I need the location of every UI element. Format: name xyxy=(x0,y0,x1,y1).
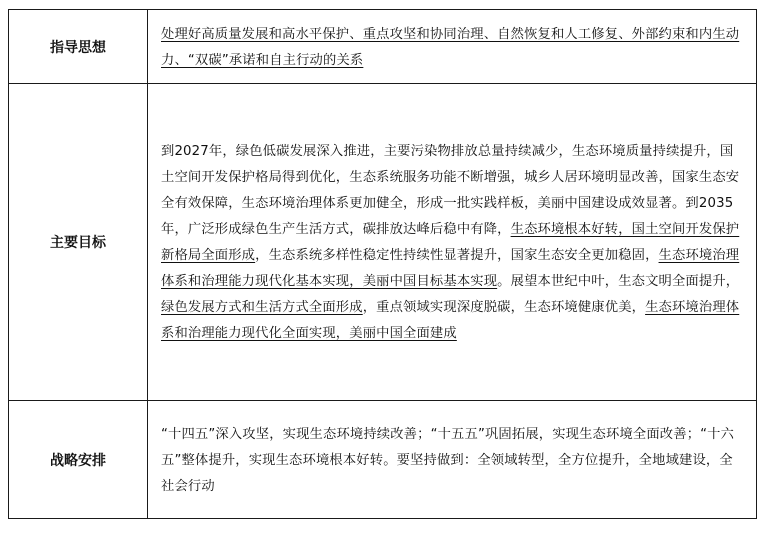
table-row xyxy=(9,401,757,519)
policy-table xyxy=(8,9,757,519)
text-segment: 到2027年，绿色低碳发展深入推进，主要污染物排放总量持续减少，生态环境质量持续提升，国土空间开发保护格局得到优化，生态系统服务功能不断增强，城乡人居环境明显改善，国家生态安全有效保障，生态环境治理体系更加健全，形成一批实践样板，美丽中国建设成效显著。到2035年，广泛形成绿色生产生活方式，碳排放达峰后稳中有降， xyxy=(161,144,740,237)
row-content xyxy=(148,84,757,401)
text-segment: 。展望本世纪中叶，生态文明全面提升， xyxy=(497,274,740,289)
text-segment: ，重点领域实现深度脱碳，生态环境健康优美， xyxy=(362,300,646,315)
row-label: 战略安排 xyxy=(9,401,148,519)
text-segment: 生态环境治理体系和治理能力现代化基本实现，美丽中国目标基本实现 xyxy=(161,248,740,289)
text-segment: ，生态系统多样性稳定性持续性显著提升，国家生态安全更加稳固， xyxy=(255,248,659,263)
table-row xyxy=(9,10,757,84)
row-content xyxy=(148,10,757,84)
row-content xyxy=(148,401,757,519)
row-label: 指导思想 xyxy=(9,10,148,84)
text-segment: 绿色发展方式和生活方式全面形成 xyxy=(161,300,363,315)
text-segment: 生态环境根本好转，国土空间开发保护新格局全面形成 xyxy=(161,222,740,263)
text-segment: 处理好高质量发展和高水平保护、重点攻坚和协同治理、自然恢复和人工修复、外部约束和内生动力、“双碳”承诺和自主行动的关系 xyxy=(161,26,740,68)
text-segment: 生态环境治理体系和治理能力现代化全面实现，美丽中国全面建成 xyxy=(161,300,740,341)
text-segment: “十四五”深入攻坚，实现生态环境持续改善；“十五五”巩固拓展，实现生态环境全面改善；“十六五”整体提升，实现生态环境根本好转。要坚持做到：全领域转型，全方位提升，全地域建设，全社会行动 xyxy=(161,426,735,494)
table-row xyxy=(9,84,757,401)
row-label: 主要目标 xyxy=(9,84,148,401)
